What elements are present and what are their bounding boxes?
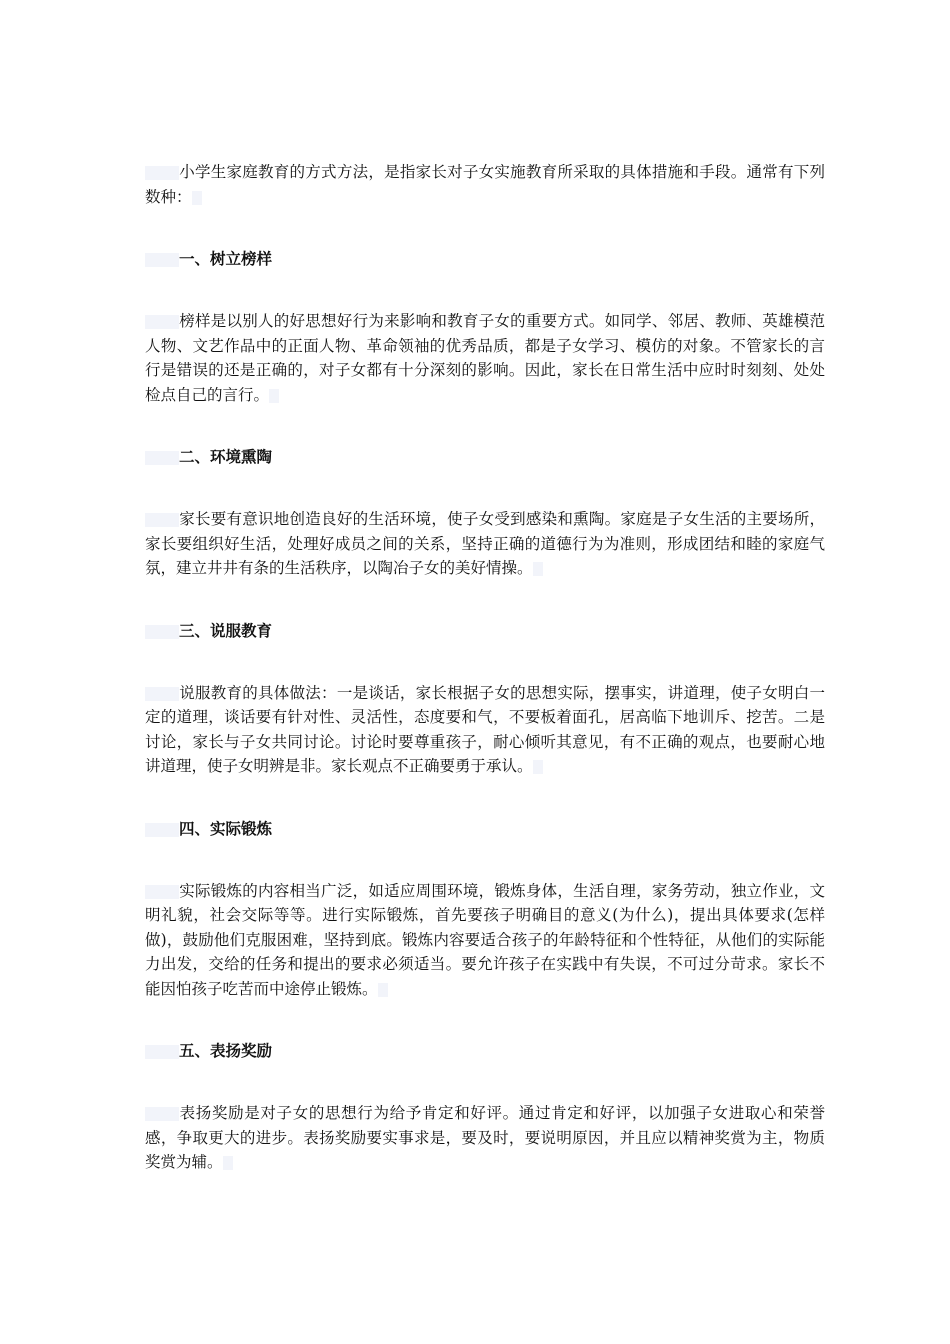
section-body-5: [145, 1101, 825, 1175]
section-heading-2: [145, 445, 825, 469]
section-heading-text: 四、实际锻炼: [179, 818, 273, 838]
section-body-text: 实际锻炼的内容相当广泛，如适应周围环境，锻炼身体，生活自理，家务劳动，独立作业，文明礼貌，社会交际等等。进行实际锻炼，首先要孩子明确目的意义(为什么)，提出具体要求(怎样做)，鼓励他们克服困难，坚持到底。锻炼内容要适合孩子的年龄特征和个性特征，从他们的实际能力出发，交给的任务和提出的要求必须适当。要允许孩子在实践中有失误，不可过分苛求。家长不能因怕孩子吃苦而中途停止锻炼。: [145, 881, 825, 998]
section-body-text: 说服教育的具体做法：一是谈话，家长根据子女的思想实际，摆事实，讲道理，使子女明白一定的道理，谈话要有针对性、灵活性，态度要和气，不要板着面孔，居高临下地训斥、挖苦。二是讨论，家长与子女共同讨论。讨论时要尊重孩子，耐心倾听其意见，有不正确的观点，也要耐心地讲道理，使子女明辨是非。家长观点不正确要勇于承认。: [145, 683, 825, 775]
section-heading-text: 二、环境熏陶: [179, 447, 273, 466]
intro-text: 小学生家庭教育的方式方法，是指家长对子女实施教育所采取的具体措施和手段。通常有下列数种：: [145, 163, 825, 206]
section-body-2: [145, 507, 825, 581]
section-heading-text: 三、说服教育: [179, 620, 273, 640]
section-body-3: [145, 681, 825, 779]
section-body-1: [145, 309, 825, 407]
section-body-text: 榜样是以别人的好思想好行为来影响和教育子女的重要方式。如同学、邻居、教师、英雄模范人物、文艺作品中的正面人物、革命领袖的优秀品质，都是子女学习、模仿的对象。不管家长的言行是错误的还是正确的，对子女都有十分深刻的影响。因此，家长在日常生活中应时时刻刻、处处检点自己的言行。: [145, 312, 825, 404]
section-body-4: [145, 879, 825, 1002]
section-heading-5: [145, 1039, 825, 1063]
section-heading-1: [145, 247, 825, 271]
section-body-text: 家长要有意识地创造良好的生活环境，使子女受到感染和熏陶。家庭是子女生活的主要场所，家长要组织好生活，处理好成员之间的关系，坚持正确的道德行为为准则，形成团结和睦的家庭气氛，建立井井有条的生活秩序，以陶冶子女的美好情操。: [145, 510, 825, 577]
section-heading-3: [145, 619, 825, 643]
document-page: [145, 160, 825, 1175]
intro-paragraph: [145, 160, 825, 209]
section-body-text: 表扬奖励是对子女的思想行为给予肯定和好评。通过肯定和好评，以加强子女进取心和荣誉感，争取更大的进步。表扬奖励要实事求是，要及时，要说明原因，并且应以精神奖赏为主，物质奖赏为辅。: [145, 1104, 825, 1171]
section-heading-4: [145, 817, 825, 841]
section-heading-text: 五、表扬奖励: [179, 1041, 273, 1060]
section-heading-text: 一、树立榜样: [179, 249, 273, 268]
